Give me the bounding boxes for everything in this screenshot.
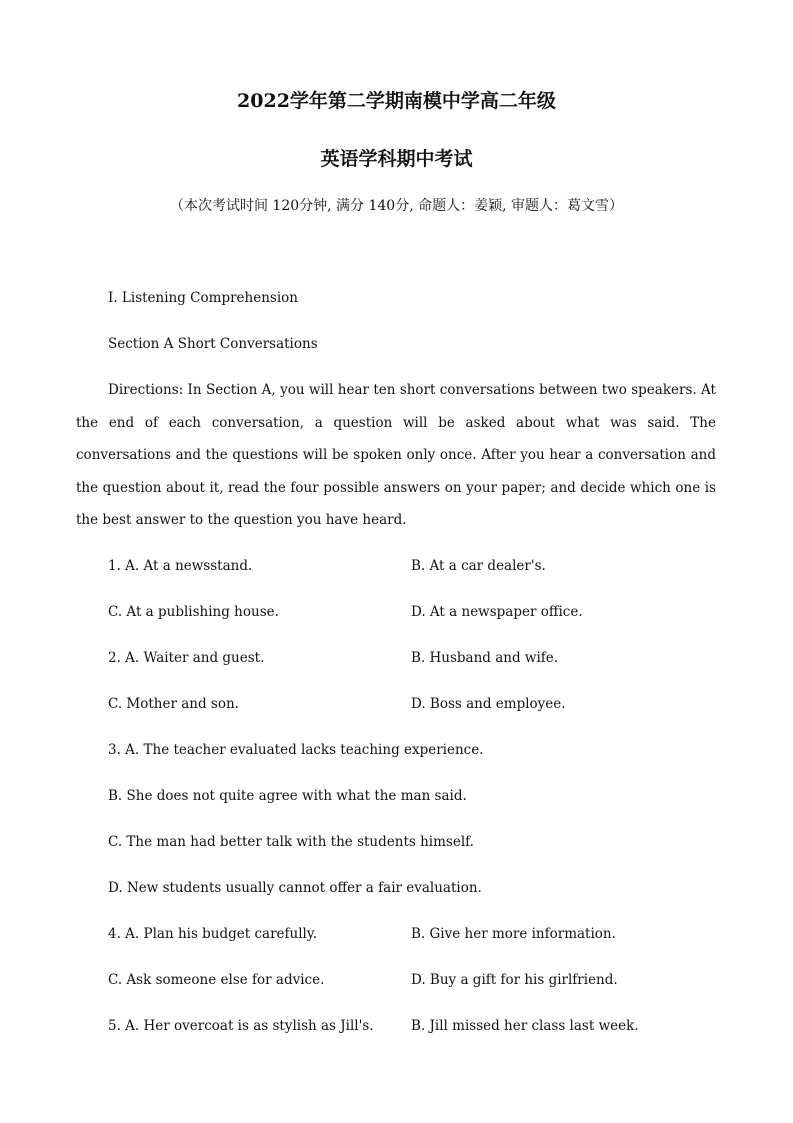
q3-option-d: D. New students usually cannot offer a fair evaluation. <box>108 880 482 896</box>
directions-paragraph: Directions: In Section A, you will hear ten short conversations between two speakers. At the end of each conversation, a question will be asked about what was said. The conversations and the questions will be spoken only once. After you hear a conversation and the question about it, read the four possible answers on your paper; and decide which one is the best answer to the question you have heard. <box>76 382 716 528</box>
q4-option-d: D. Buy a gift for his girlfriend. <box>411 972 618 988</box>
q2-option-b: B. Husband and wife. <box>411 650 559 666</box>
q4-option-c: C. Ask someone else for advice. <box>108 972 325 988</box>
exam-info: （本次考试时间 120分钟, 满分 140分, 命题人：姜颖, 审题人：葛文雪） <box>169 198 624 214</box>
section-heading: Section A Short Conversations <box>108 336 318 352</box>
exam-title: 2022学年第二学期南模中学高二年级 <box>237 90 556 112</box>
part-heading: I. Listening Comprehension <box>108 290 298 306</box>
q5-option-b: B. Jill missed her class last week. <box>411 1018 639 1034</box>
q1-option-b: B. At a car dealer's. <box>411 558 546 574</box>
q2-option-d: D. Boss and employee. <box>411 696 566 712</box>
q3-option-c: C. The man had better talk with the students himself. <box>108 834 474 850</box>
q5-option-a: 5. A. Her overcoat is as stylish as Jill's. <box>108 1018 374 1034</box>
q4-option-a: 4. A. Plan his budget carefully. <box>108 926 317 942</box>
q4-option-b: B. Give her more information. <box>411 926 616 942</box>
q3-option-a: 3. A. The teacher evaluated lacks teaching experience. <box>108 742 484 758</box>
q1-option-a: 1. A. At a newsstand. <box>108 558 253 574</box>
exam-subject-title: 英语学科期中考试 <box>320 148 473 170</box>
q2-option-c: C. Mother and son. <box>108 696 239 712</box>
q1-option-d: D. At a newspaper office. <box>411 604 583 620</box>
q2-option-a: 2. A. Waiter and guest. <box>108 650 265 666</box>
q3-option-b: B. She does not quite agree with what the man said. <box>108 788 467 804</box>
q1-option-c: C. At a publishing house. <box>108 604 279 620</box>
